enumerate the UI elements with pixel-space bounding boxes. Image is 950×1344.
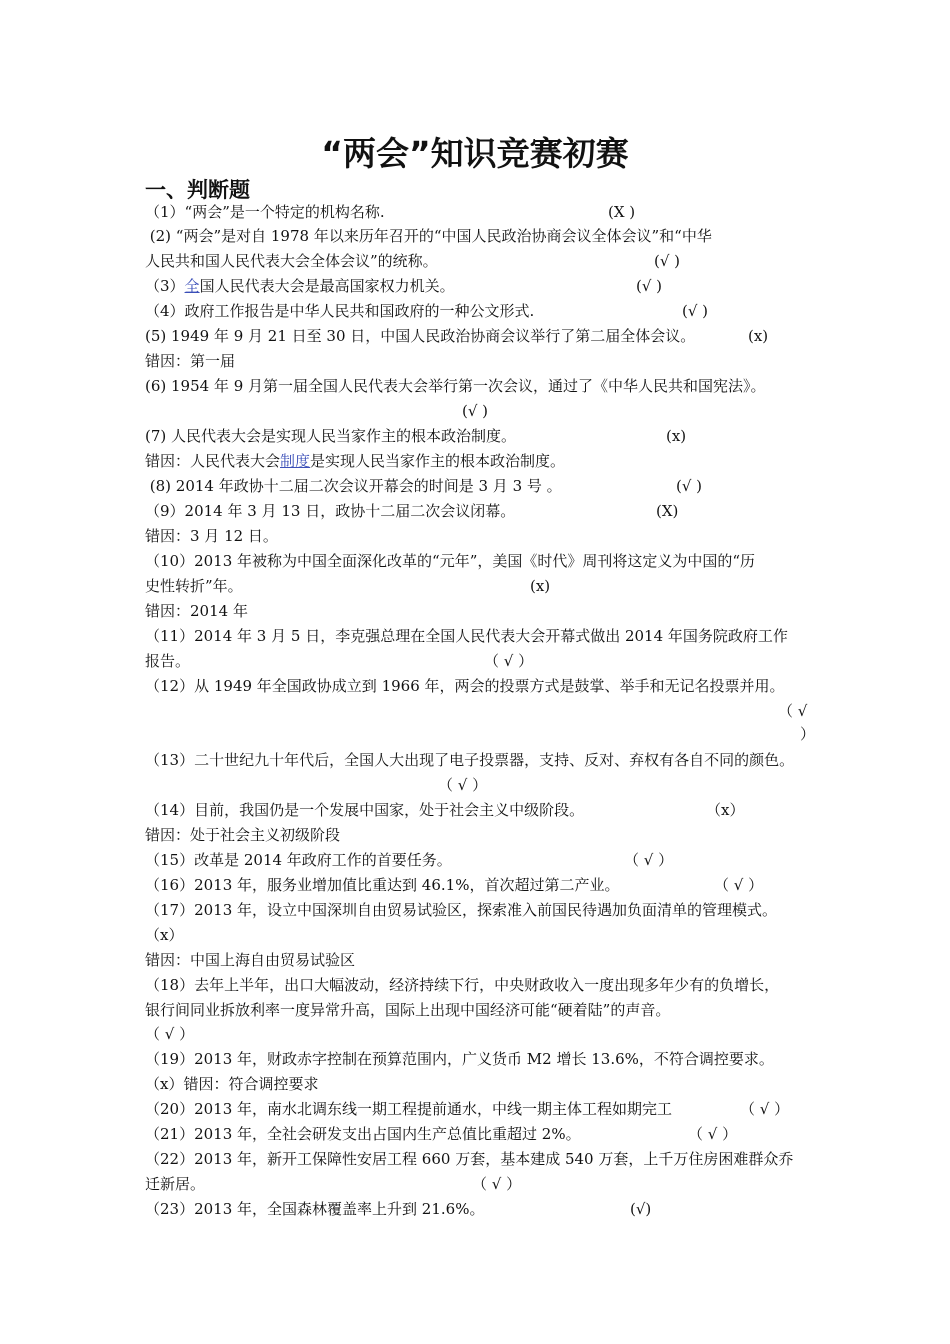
answer-mark-10: (x)	[530, 577, 551, 595]
question-14: （14）目前，我国仍是一个发展中国家，处于社会主义中级阶段。	[145, 801, 585, 819]
section-heading: 一、判断题	[145, 178, 250, 202]
error-note-17: 错因：中国上海自由贸易试验区	[145, 951, 356, 969]
question-4: （4）政府工作报告是中华人民共和国政府的一种公文形式.	[145, 302, 535, 320]
question-22-line-2: 迁新居。	[145, 1175, 206, 1193]
question-3-rest: 国人民代表大会是最高国家权力机关。	[199, 277, 455, 295]
error-note-10: 错因：2014 年	[145, 602, 248, 620]
error-note-14: 错因：处于社会主义初级阶段	[145, 826, 341, 844]
answer-mark-13: （ √ ）	[438, 776, 488, 794]
answer-mark-14: （x）	[706, 801, 745, 819]
question-11-line-2: 报告。	[145, 652, 191, 670]
question-11-line-1: （11）2014 年 3 月 5 日，李克强总理在全国人民代表大会开幕式做出 2014 年国务院政府工作	[145, 627, 788, 645]
question-10-line-1: （10）2013 年被称为中国全面深化改革的“元年”，美国《时代》周刊将这定义为中国的“历	[145, 552, 756, 570]
question-5: (5) 1949 年 9 月 21 日至 30 日，中国人民政治协商会议举行了第二届全体会议。	[145, 327, 696, 345]
answer-mark-1: (X )	[608, 203, 636, 221]
answer-mark-23: (√)	[630, 1200, 652, 1218]
answer-mark-12-open: （ √	[778, 702, 808, 720]
answer-mark-20: （ √ ）	[740, 1100, 790, 1118]
question-9: （9）2014 年 3 月 13 日，政协十二届二次会议闭幕。	[145, 502, 516, 520]
answer-mark-21: （ √ ）	[688, 1125, 738, 1143]
error-note-7-link[interactable]: 制度	[280, 452, 311, 470]
question-2-line-1: (2) “两会”是对自 1978 年以来历年召开的“中国人民政治协商会议全体会议”和“中华	[145, 227, 712, 245]
question-7: (7) 人民代表大会是实现人民当家作主的根本政治制度。	[145, 427, 517, 445]
question-17: （17）2013 年，设立中国深圳自由贸易试验区，探索准入前国民待遇加负面清单的管理模式。	[145, 901, 778, 919]
answer-mark-4: (√ )	[682, 302, 709, 320]
error-note-7-rest: 是实现人民当家作主的根本政治制度。	[310, 452, 566, 470]
question-8: (8) 2014 年政协十二届二次会议开幕会的时间是 3 月 3 号 。	[145, 477, 562, 495]
answer-mark-11: （ √ ）	[484, 652, 534, 670]
question-23: （23）2013 年，全国森林覆盖率上升到 21.6%。	[145, 1200, 485, 1218]
question-15: （15）改革是 2014 年政府工作的首要任务。	[145, 851, 452, 869]
answer-mark-18: （ √ ）	[145, 1025, 195, 1043]
answer-mark-8: (√ )	[676, 477, 703, 495]
answer-and-error-19: （x）错因：符合调控要求	[145, 1075, 319, 1093]
page-title: “两会”知识竞赛初赛	[321, 134, 629, 173]
question-18-line-2: 银行间同业拆放利率一度异常升高，国际上出现中国经济可能“硬着陆”的声音。	[145, 1001, 671, 1019]
question-20: （20）2013 年，南水北调东线一期工程提前通水，中线一期主体工程如期完工	[145, 1100, 673, 1118]
answer-mark-12-close: ）	[800, 725, 816, 743]
question-18-line-1: （18）去年上半年，出口大幅波动，经济持续下行，中央财政收入一度出现多年少有的负增长，	[145, 976, 780, 994]
question-3-link[interactable]: 全	[184, 277, 200, 295]
answer-mark-6: (√ )	[462, 402, 489, 420]
question-10-line-2: 史性转折”年。	[145, 577, 243, 595]
answer-mark-22: （ √ ）	[472, 1175, 522, 1193]
error-note-5: 错因：第一届	[145, 352, 236, 370]
question-6: (6) 1954 年 9 月第一届全国人民代表大会举行第一次会议，通过了《中华人民共和国宪法》。	[145, 377, 766, 395]
answer-mark-9: (X)	[656, 502, 679, 520]
question-1: （1）“两会”是一个特定的机构名称.	[145, 203, 385, 221]
error-note-9: 错因：3 月 12 日。	[145, 527, 278, 545]
answer-mark-2: (√ )	[654, 252, 681, 270]
answer-mark-15: （ √ ）	[624, 851, 674, 869]
question-13: （13）二十世纪九十年代后，全国人大出现了电子投票器，支持、反对、弃权有各自不同的颜色。	[145, 751, 795, 769]
answer-mark-16: （ √ ）	[714, 876, 764, 894]
question-21: （21）2013 年，全社会研发支出占国内生产总值比重超过 2%。	[145, 1125, 581, 1143]
question-22-line-1: （22）2013 年，新开工保障性安居工程 660 万套，基本建成 540 万套，上千万住房困难群众乔	[145, 1150, 794, 1168]
question-3	[145, 276, 455, 296]
question-2-line-2: 人民共和国人民代表大会全体会议”的统称。	[145, 252, 438, 270]
question-19: （19）2013 年，财政赤字控制在预算范围内，广义货币 M2 增长 13.6%，不符合调控要求。	[145, 1050, 774, 1068]
answer-mark-7: (x)	[666, 427, 687, 445]
question-12: （12）从 1949 年全国政协成立到 1966 年，两会的投票方式是鼓掌、举手和无记名投票并用。	[145, 677, 785, 695]
answer-mark-17: （x）	[145, 926, 184, 944]
answer-mark-3: (√ )	[636, 277, 663, 295]
error-note-7-prefix: 错因：人民代表大会	[145, 452, 281, 470]
error-note-7	[145, 451, 565, 471]
answer-mark-5: (x)	[748, 327, 769, 345]
question-3-prefix: （3）	[145, 277, 185, 295]
question-16: （16）2013 年，服务业增加值比重达到 46.1%，首次超过第二产业。	[145, 876, 620, 894]
